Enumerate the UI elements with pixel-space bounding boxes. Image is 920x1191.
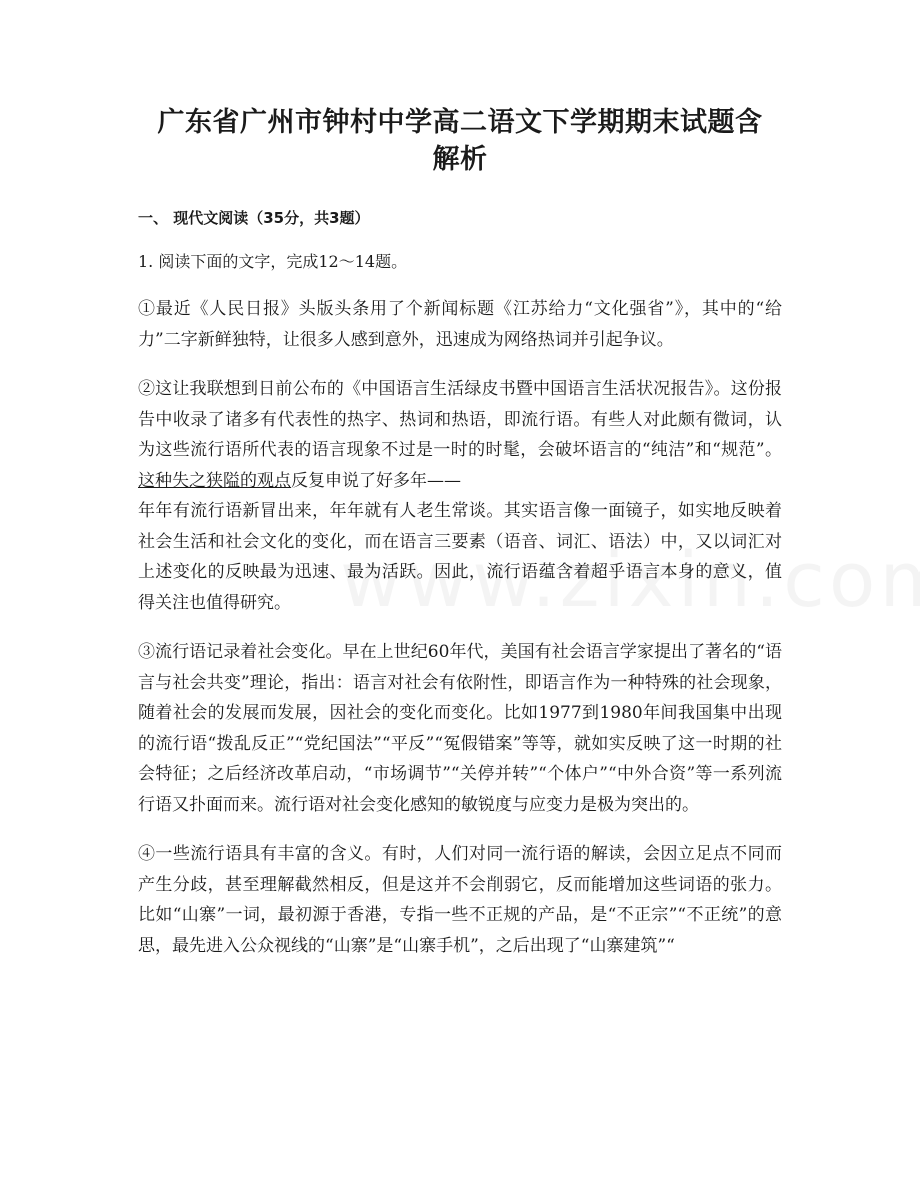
paragraph-2-text bbox=[138, 374, 782, 496]
page-title: 广东省广州市钟村中学高二语文下学期期末试题含解析 bbox=[157, 107, 763, 175]
section-heading: 一、 现代文阅读（35分，共3题） bbox=[138, 209, 370, 227]
paragraph-1 bbox=[138, 294, 782, 355]
paragraph-4-text: ④一些流行语具有丰富的含义。有时，人们对同一流行语的解读，会因立足点不同而产生分歧，甚至理解截然相反，但是这并不会削弱它，反而能增加这些词语的张力。比如“山寨”一词，最初源于香港，专指一些不正规的产品，是“不正宗”“不正统”的意思，最先进入公众视线的“山寨”是“山寨手机”，之后出现了“山寨建筑”“ bbox=[138, 844, 782, 956]
paragraph-3-text: ③流行语记录着社会变化。早在上世纪60年代，美国有社会语言学家提出了著名的“语言与社会共变”理论，指出：语言对社会有依附性，即语言作为一种特殊的社会现象，随着社会的发展而发展，因社会的变化而变化。比如1977到1980年间我国集中出现的流行语“拨乱反正”“党纪国法”“平反”“冤假错案”等等，就如实反映了这一时期的社会特征；之后经济改革启动，“市场调节”“关停并转”“个体户”“中外合资”等一系列流行语又扑面而来。流行语对社会变化感知的敏锐度与应变力是极为突出的。 bbox=[138, 642, 782, 815]
paragraph-2-after: 反复申说了好多年—— bbox=[291, 470, 461, 491]
paragraph-4 bbox=[138, 839, 782, 961]
underlined-phrase: 这种失之狭隘的观点 bbox=[138, 470, 291, 491]
paragraph-2-before: ②这让我联想到日前公布的《中国语言生活绿皮书暨中国语言生活状况报告》。这份报告中收录了诸多有代表性的热字、热词和热语，即流行语。有些人对此颇有微词，认为这些流行语所代表的语言现象不过是一时的时髦，会破坏语言的“纯洁”和“规范”。 bbox=[138, 379, 782, 460]
question-intro: 1. 阅读下面的文字，完成12～14题。 bbox=[138, 252, 408, 271]
paragraph-3 bbox=[138, 637, 782, 820]
paragraph-1-text: ①最近《人民日报》头版头条用了个新闻标题《江苏给力“文化强省”》，其中的“给力”二字新鲜独特，让很多人感到意外，迅速成为网络热词并引起争议。 bbox=[138, 299, 782, 350]
paragraph-2-continuation: 年年有流行语新冒出来，年年就有人老生常谈。其实语言像一面镜子，如实地反映着社会生活和社会文化的变化，而在语言三要素（语音、词汇、语法）中，又以词汇对上述变化的反映最为迅速、最为活跃。因此，流行语蕴含着超乎语言本身的意义，值得关注也值得研究。 bbox=[138, 501, 782, 613]
paragraph-2 bbox=[138, 374, 782, 618]
